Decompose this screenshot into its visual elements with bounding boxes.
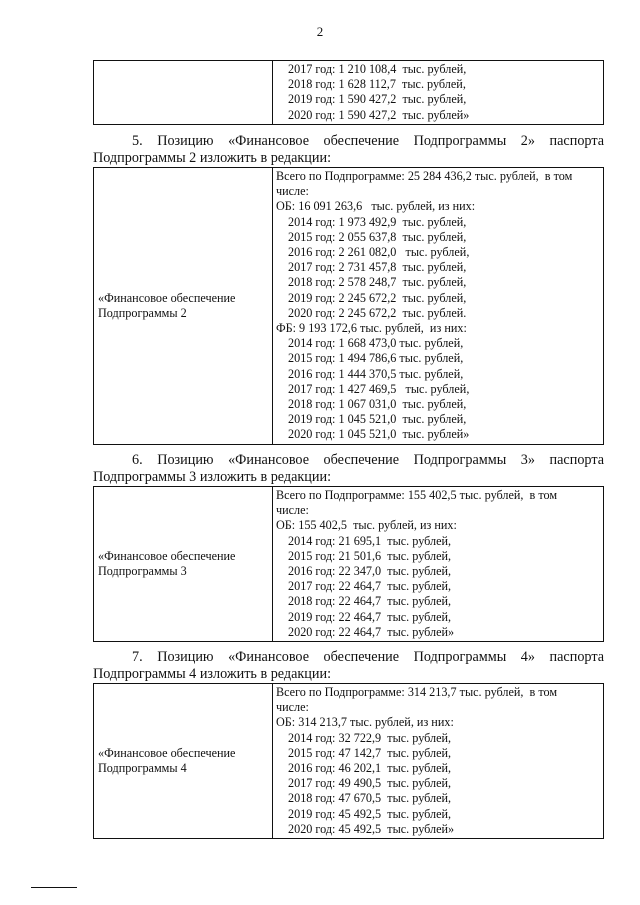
year-line: 2020 год: 45 492,5 тыс. рублей» [288,821,455,836]
year-line: 2017 год: 22 464,7 тыс. рублей, [288,579,452,594]
ob-line: ОБ: 314 213,7 тыс. рублей, из них: [276,715,454,730]
section5-left-cell [94,168,273,445]
total-line: Всего по Подпрограмме: 155 402,5 тыс. рублей, в том [276,488,558,502]
section6-left-line1: «Финансовое обеспечение [98,548,236,563]
year-line: 2017 год: 2 731 457,8 тыс. рублей, [288,260,467,275]
total-line: Всего по Подпрограмме: 25 284 436,2 тыс. рублей, в том [276,169,573,183]
section7-table [93,683,604,839]
year-line: 2015 год: 1 494 786,6 тыс. рублей, [288,351,464,366]
year-line: 2018 год: 1 067 031,0 тыс. рублей, [288,397,467,412]
total-line-cont: числе: [276,184,309,199]
section6-table [93,486,604,642]
year-line: 2017 год: 1 210 108,4 тыс. рублей, [288,62,467,76]
section6-paragraph [93,452,604,486]
year-line: 2019 год: 45 492,5 тыс. рублей, [288,806,452,821]
year-line: 2019 год: 1 045 521,0 тыс. рублей, [288,412,467,427]
section7-para-line2: Подпрограммы 4 изложить в редакции: [93,666,332,682]
top-table-right-cell [273,61,604,125]
year-line: 2020 год: 1 045 521,0 тыс. рублей» [288,427,470,442]
year-line: 2014 год: 1 668 473,0 тыс. рублей, [288,336,464,351]
year-line: 2019 год: 22 464,7 тыс. рублей, [288,609,452,624]
total-line: Всего по Подпрограмме: 314 213,7 тыс. рублей, в том [276,685,558,699]
section5-table [93,167,604,445]
section6-para-line2: Подпрограммы 3 изложить в редакции: [93,469,332,485]
year-line: 2018 год: 47 670,5 тыс. рублей, [288,791,452,806]
section6-para-line1: 6. Позицию «Финансовое обеспечение Подпрограммы 3» паспорта [132,452,604,468]
year-line: 2014 год: 21 695,1 тыс. рублей, [288,533,452,548]
year-line: 2017 год: 49 490,5 тыс. рублей, [288,776,452,791]
year-line: 2015 год: 47 142,7 тыс. рублей, [288,745,452,760]
year-line: 2020 год: 22 464,7 тыс. рублей» [288,624,455,639]
section7-left-line2: Подпрограммы 4 [98,761,187,776]
section6-left-line2: Подпрограммы 3 [98,564,187,579]
year-line: 2015 год: 2 055 637,8 тыс. рублей, [288,229,467,244]
year-line: 2016 год: 2 261 082,0 тыс. рублей, [288,245,470,260]
section7-right-cell [273,684,604,839]
section7-left-cell [94,684,273,839]
top-table-left-cell [94,61,273,125]
section5-paragraph [93,133,604,167]
page-number: 2 [316,24,324,39]
section7-paragraph [93,649,604,683]
ob-line: ОБ: 16 091 263,6 тыс. рублей, из них: [276,199,476,214]
year-line: 2018 год: 2 578 248,7 тыс. рублей, [288,275,467,290]
year-line: 2017 год: 1 427 469,5 тыс. рублей, [288,381,470,396]
year-line: 2018 год: 22 464,7 тыс. рублей, [288,594,452,609]
year-line: 2016 год: 1 444 370,5 тыс. рублей, [288,366,464,381]
year-line: 2016 год: 22 347,0 тыс. рублей, [288,564,452,579]
year-line: 2018 год: 1 628 112,7 тыс. рублей, [288,77,466,92]
year-line: 2019 год: 1 590 427,2 тыс. рублей, [288,92,467,107]
ob-line: ОБ: 155 402,5 тыс. рублей, из них: [276,518,457,533]
year-line: 2016 год: 46 202,1 тыс. рублей, [288,761,452,776]
total-line-cont: числе: [276,700,309,715]
section5-left-line2: Подпрограммы 2 [98,305,187,320]
footer-rule [31,887,77,888]
section5-right-cell [273,168,604,445]
section7-left-line1: «Финансовое обеспечение [98,745,236,760]
year-line: 2014 год: 32 722,9 тыс. рублей, [288,730,452,745]
year-line: 2019 год: 2 245 672,2 тыс. рублей, [288,290,467,305]
year-line: 2014 год: 1 973 492,9 тыс. рублей, [288,214,467,229]
year-line: 2020 год: 1 590 427,2 тыс. рублей» [288,107,470,122]
top-table [93,60,604,125]
section5-para-line1: 5. Позицию «Финансовое обеспечение Подпрограммы 2» паспорта [132,133,604,149]
section7-para-line1: 7. Позицию «Финансовое обеспечение Подпрограммы 4» паспорта [132,649,604,665]
section6-left-cell [94,487,273,642]
section6-right-cell [273,487,604,642]
total-line-cont: числе: [276,503,309,518]
section5-left-line1: «Финансовое обеспечение [98,290,236,305]
section5-para-line2: Подпрограммы 2 изложить в редакции: [93,150,332,166]
fb-line: ФБ: 9 193 172,6 тыс. рублей, из них: [276,321,467,336]
year-line: 2020 год: 2 245 672,2 тыс. рублей. [288,305,467,320]
year-line: 2015 год: 21 501,6 тыс. рублей, [288,548,452,563]
